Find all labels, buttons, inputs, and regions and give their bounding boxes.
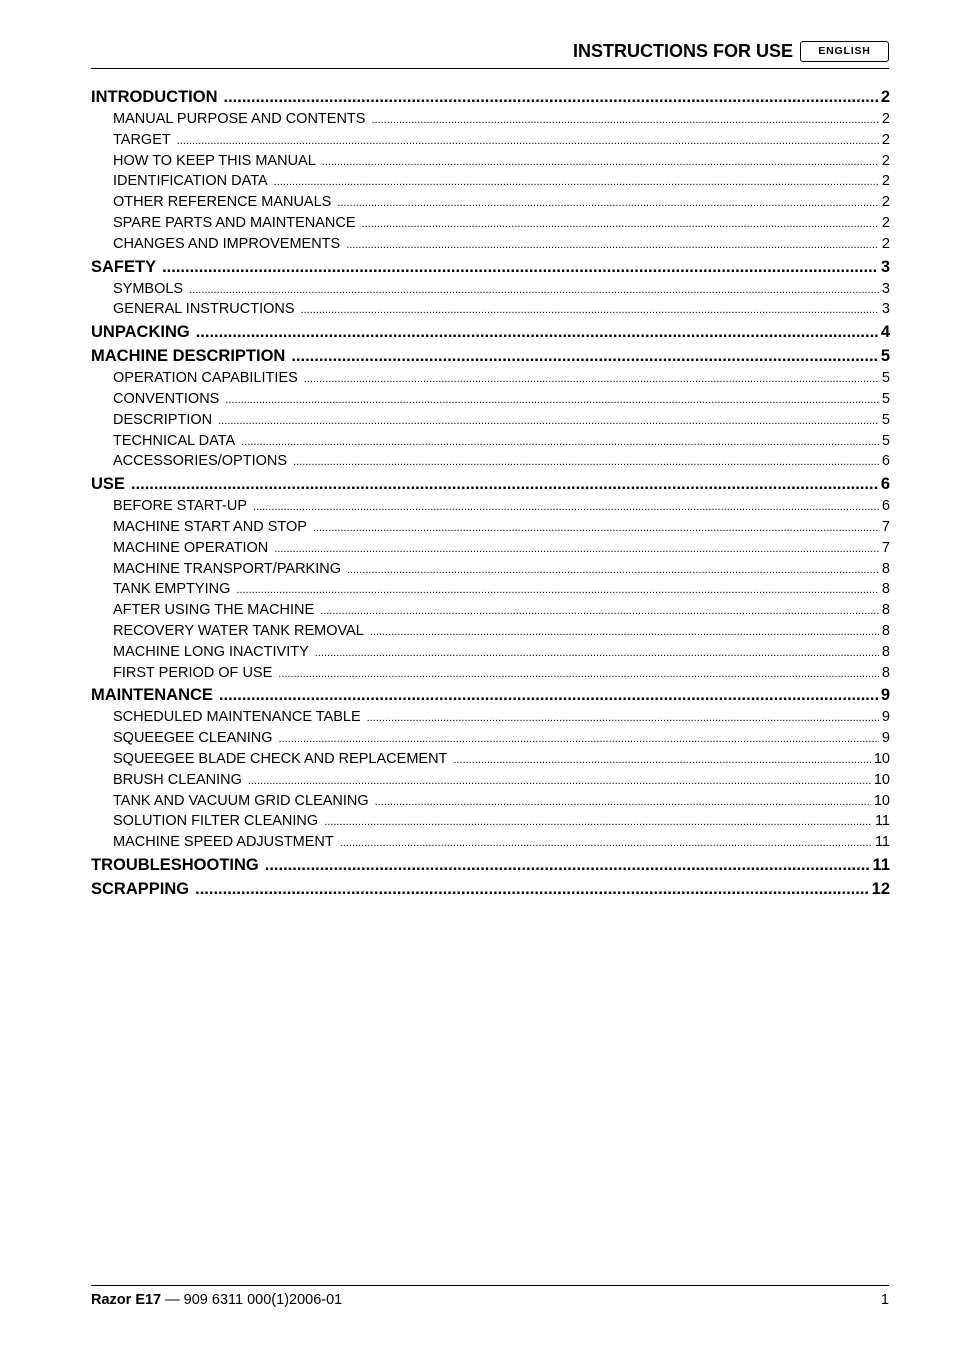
toc-leader-dots [301,300,879,321]
toc-entry-page: 7 [881,539,890,556]
toc-section[interactable] [91,621,890,642]
toc-entry-title: HOW TO KEEP THIS MANUAL [113,152,316,169]
toc-leader-dots [362,214,879,235]
toc-entry-page: 10 [873,792,890,809]
toc-leader-dots [224,85,878,109]
toc-entry-title: MAINTENANCE [91,686,213,705]
toc-section[interactable] [91,770,890,791]
toc-section[interactable] [91,791,890,812]
table-of-contents [91,85,890,901]
toc-leader-dots [337,193,879,214]
toc-leader-dots [189,280,879,301]
toc-section[interactable] [91,213,890,234]
toc-leader-dots [253,497,879,518]
toc-entry-page: 5 [881,370,890,387]
toc-leader-dots [370,622,879,643]
toc-leader-dots [322,152,879,173]
toc-leader-dots [324,812,872,833]
toc-entry-title: USE [91,475,125,494]
toc-entry-title: BRUSH CLEANING [113,771,242,788]
toc-entry-page: 5 [881,390,890,407]
toc-leader-dots [177,131,879,152]
toc-entry-page: 2 [881,111,890,127]
toc-section[interactable] [91,130,890,151]
toc-leader-dots [367,708,879,729]
toc-leader-dots [274,539,879,560]
toc-entry-page: 8 [881,622,890,639]
footer-model: Razor E17 [91,1292,162,1308]
toc-entry-page: 11 [874,813,890,830]
toc-entry-title: OTHER REFERENCE MANUALS [113,194,332,211]
toc-entry-page: 8 [881,664,890,681]
toc-entry-title: SOLUTION FILTER CLEANING [113,813,319,830]
toc-entry-title: RECOVERY WATER TANK REMOVAL [113,622,364,639]
footer-doc-code: — 909 6311 000(1)2006-01 [161,1292,343,1308]
toc-section[interactable] [91,389,890,410]
toc-leader-dots [162,255,878,279]
toc-leader-dots [131,472,878,496]
toc-chapter[interactable] [91,877,890,901]
toc-entry-title: ACCESSORIES/OPTIONS [113,453,288,470]
toc-leader-dots [248,771,871,792]
toc-entry-page: 12 [871,879,890,898]
toc-chapter[interactable] [91,255,890,279]
toc-entry-page: 11 [872,855,890,874]
toc-entry-title: MANUAL PURPOSE AND CONTENTS [113,111,366,127]
toc-chapter[interactable] [91,320,890,344]
toc-section[interactable] [91,368,890,389]
toc-entry-title: MACHINE DESCRIPTION [91,347,286,366]
toc-section[interactable] [91,538,890,559]
toc-leader-dots [241,432,879,453]
toc-entry-page: 2 [881,194,890,211]
toc-section[interactable] [91,109,890,130]
toc-leader-dots [315,643,879,664]
language-badge: ENGLISH [800,41,889,62]
toc-section[interactable] [91,192,890,213]
toc-entry-page: 8 [881,643,890,660]
toc-entry-title: TANK EMPTYING [113,581,231,598]
toc-entry-page: 2 [881,173,890,190]
toc-entry-page: 2 [881,235,890,252]
toc-entry-title: SAFETY [91,257,157,276]
toc-leader-dots [225,390,879,411]
toc-entry-title: BEFORE START-UP [113,498,248,515]
toc-entry-title: AFTER USING THE MACHINE [113,602,315,619]
toc-leader-dots [291,344,877,368]
toc-entry-title: MACHINE TRANSPORT/PARKING [113,560,342,577]
toc-section[interactable] [91,728,890,749]
toc-entry-page: 9 [880,686,890,705]
toc-leader-dots [219,683,878,707]
toc-entry-title: SQUEEGEE CLEANING [113,730,273,747]
toc-chapter[interactable] [91,85,890,109]
toc-section[interactable] [91,279,890,300]
toc-section[interactable] [91,451,890,472]
toc-entry-page: 2 [880,88,890,106]
toc-leader-dots [320,601,879,622]
toc-leader-dots [195,877,869,901]
toc-entry-page: 3 [881,301,890,318]
toc-section[interactable] [91,811,890,832]
toc-entry-page: 2 [881,152,890,169]
toc-entry-page: 7 [881,518,890,535]
toc-section[interactable] [91,234,890,255]
toc-entry-title: TECHNICAL DATA [113,432,236,449]
toc-entry-page: 6 [880,475,890,494]
toc-leader-dots [236,580,879,601]
toc-entry-page: 5 [881,432,890,449]
toc-leader-dots [347,560,879,581]
toc-entry-page: 3 [881,280,890,297]
toc-leader-dots [313,518,879,539]
toc-section[interactable] [91,431,890,452]
toc-section[interactable] [91,151,890,172]
toc-entry-title: MACHINE LONG INACTIVITY [113,643,309,660]
toc-leader-dots [304,369,879,390]
toc-chapter[interactable] [91,472,890,496]
toc-entry-title: TROUBLESHOOTING [91,855,259,874]
toc-entry-title: DESCRIPTION [113,411,213,428]
toc-entry-title: SYMBOLS [113,280,184,297]
toc-leader-dots [340,833,872,854]
toc-section[interactable] [91,707,890,728]
toc-section[interactable] [91,663,890,684]
page-header [91,38,889,69]
toc-leader-dots [279,729,879,750]
toc-leader-dots [375,792,871,813]
toc-entry-title: CHANGES AND IMPROVEMENTS [113,235,341,252]
toc-section[interactable] [91,410,890,431]
toc-entry-page: 5 [881,411,890,428]
toc-entry-page: 8 [881,602,890,619]
toc-section[interactable] [91,299,890,320]
footer-document-id [91,1292,342,1308]
toc-entry-title: SCRAPPING [91,879,190,898]
toc-leader-dots [274,172,879,193]
toc-entry-page: 9 [881,730,890,747]
toc-entry-title: TARGET [113,131,171,148]
toc-entry-page: 10 [873,750,890,767]
page-footer [91,1285,889,1308]
toc-entry-title: TANK AND VACUUM GRID CLEANING [113,792,369,809]
toc-entry-title: SQUEEGEE BLADE CHECK AND REPLACEMENT [113,750,448,767]
toc-entry-page: 2 [881,131,890,148]
toc-entry-page: 10 [873,771,890,788]
toc-entry-title: UNPACKING [91,323,190,342]
toc-entry-title: INTRODUCTION [91,88,218,106]
footer-page-number: 1 [880,1292,889,1308]
toc-section[interactable] [91,171,890,192]
toc-chapter[interactable] [91,683,890,707]
toc-leader-dots [293,452,879,473]
toc-chapter[interactable] [91,853,890,877]
toc-leader-dots [346,235,879,256]
toc-section[interactable] [91,496,890,517]
toc-section[interactable] [91,517,890,538]
toc-section[interactable] [91,749,890,770]
toc-leader-dots [196,320,878,344]
toc-entry-page: 2 [881,214,890,231]
toc-entry-title: FIRST PERIOD OF USE [113,664,273,681]
toc-leader-dots [371,110,878,131]
header-title: INSTRUCTIONS FOR USE [572,41,793,61]
toc-entry-title: GENERAL INSTRUCTIONS [113,301,295,318]
toc-section[interactable] [91,559,890,580]
toc-entry-title: SPARE PARTS AND MAINTENANCE [113,214,356,231]
toc-entry-page: 8 [881,581,890,598]
toc-section[interactable] [91,642,890,663]
toc-entry-page: 6 [881,498,890,515]
toc-entry-title: MACHINE START AND STOP [113,518,307,535]
toc-entry-page: 8 [881,560,890,577]
toc-section[interactable] [91,579,890,600]
toc-entry-page: 11 [874,834,890,851]
toc-entry-page: 9 [881,709,890,726]
toc-entry-title: IDENTIFICATION DATA [113,173,268,190]
toc-entry-title: SCHEDULED MAINTENANCE TABLE [113,709,361,726]
toc-section[interactable] [91,600,890,621]
toc-leader-dots [218,411,879,432]
toc-leader-dots [453,750,870,771]
toc-entry-page: 5 [880,347,890,366]
toc-entry-title: OPERATION CAPABILITIES [113,370,298,387]
toc-leader-dots [278,664,879,685]
toc-section[interactable] [91,832,890,853]
toc-entry-title: MACHINE OPERATION [113,539,269,556]
toc-entry-title: MACHINE SPEED ADJUSTMENT [113,834,334,851]
toc-entry-page: 4 [880,323,890,342]
toc-entry-page: 6 [881,453,890,470]
toc-entry-title: CONVENTIONS [113,390,220,407]
toc-chapter[interactable] [91,344,890,368]
toc-entry-page: 3 [880,257,890,276]
toc-leader-dots [265,853,870,877]
